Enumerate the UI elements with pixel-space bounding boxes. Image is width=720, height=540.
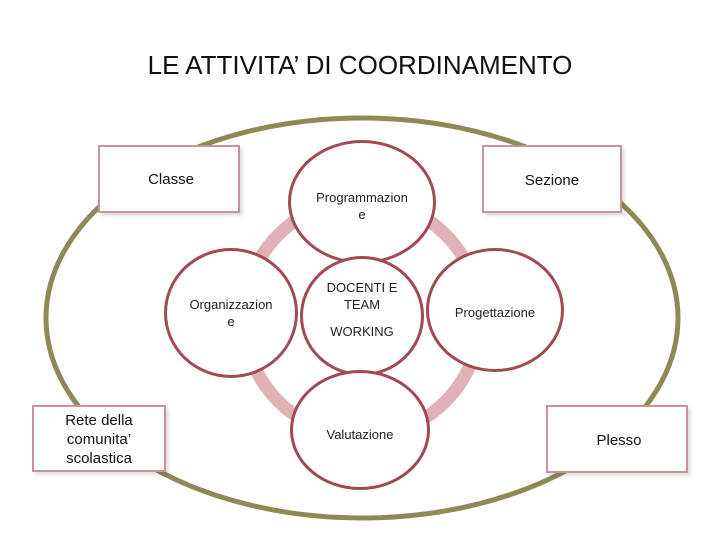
plesso-box <box>546 405 688 473</box>
progettazione-label: Progettazione <box>454 305 536 320</box>
valutazione-label: Valutazione <box>326 427 394 442</box>
rete-box <box>32 405 166 472</box>
docenti-team-line2: TEAM <box>343 297 381 312</box>
organizzazione-circle <box>164 248 298 378</box>
programmazione-circle <box>288 140 436 264</box>
classe-box <box>98 145 240 213</box>
sezione-box <box>482 145 622 213</box>
plesso-label: Plesso <box>596 432 642 449</box>
organizzazione-line1: Organizzazion <box>189 297 273 312</box>
page-title: LE ATTIVITA’ DI COORDINAMENTO <box>147 50 573 80</box>
classe-label: Classe <box>148 171 194 188</box>
organizzazione-label <box>167 296 295 330</box>
docenti-team-circle <box>300 256 424 376</box>
rete-label-line2: comunita’ <box>66 431 132 448</box>
rete-label <box>34 411 164 468</box>
programmazione-line2: e <box>358 207 366 222</box>
rete-label-line1: Rete della <box>65 412 133 429</box>
progettazione-circle <box>426 248 564 372</box>
docenti-team-line1: DOCENTI E <box>326 280 398 295</box>
programmazione-label <box>291 189 433 223</box>
docenti-team-label <box>303 279 421 340</box>
docenti-team-line3: WORKING <box>330 324 394 339</box>
rete-label-line3: scolastica <box>66 450 132 467</box>
programmazione-line1: Programmazion <box>316 190 408 205</box>
organizzazione-line2: e <box>227 314 235 329</box>
sezione-label: Sezione <box>524 172 580 189</box>
valutazione-circle <box>290 370 430 490</box>
